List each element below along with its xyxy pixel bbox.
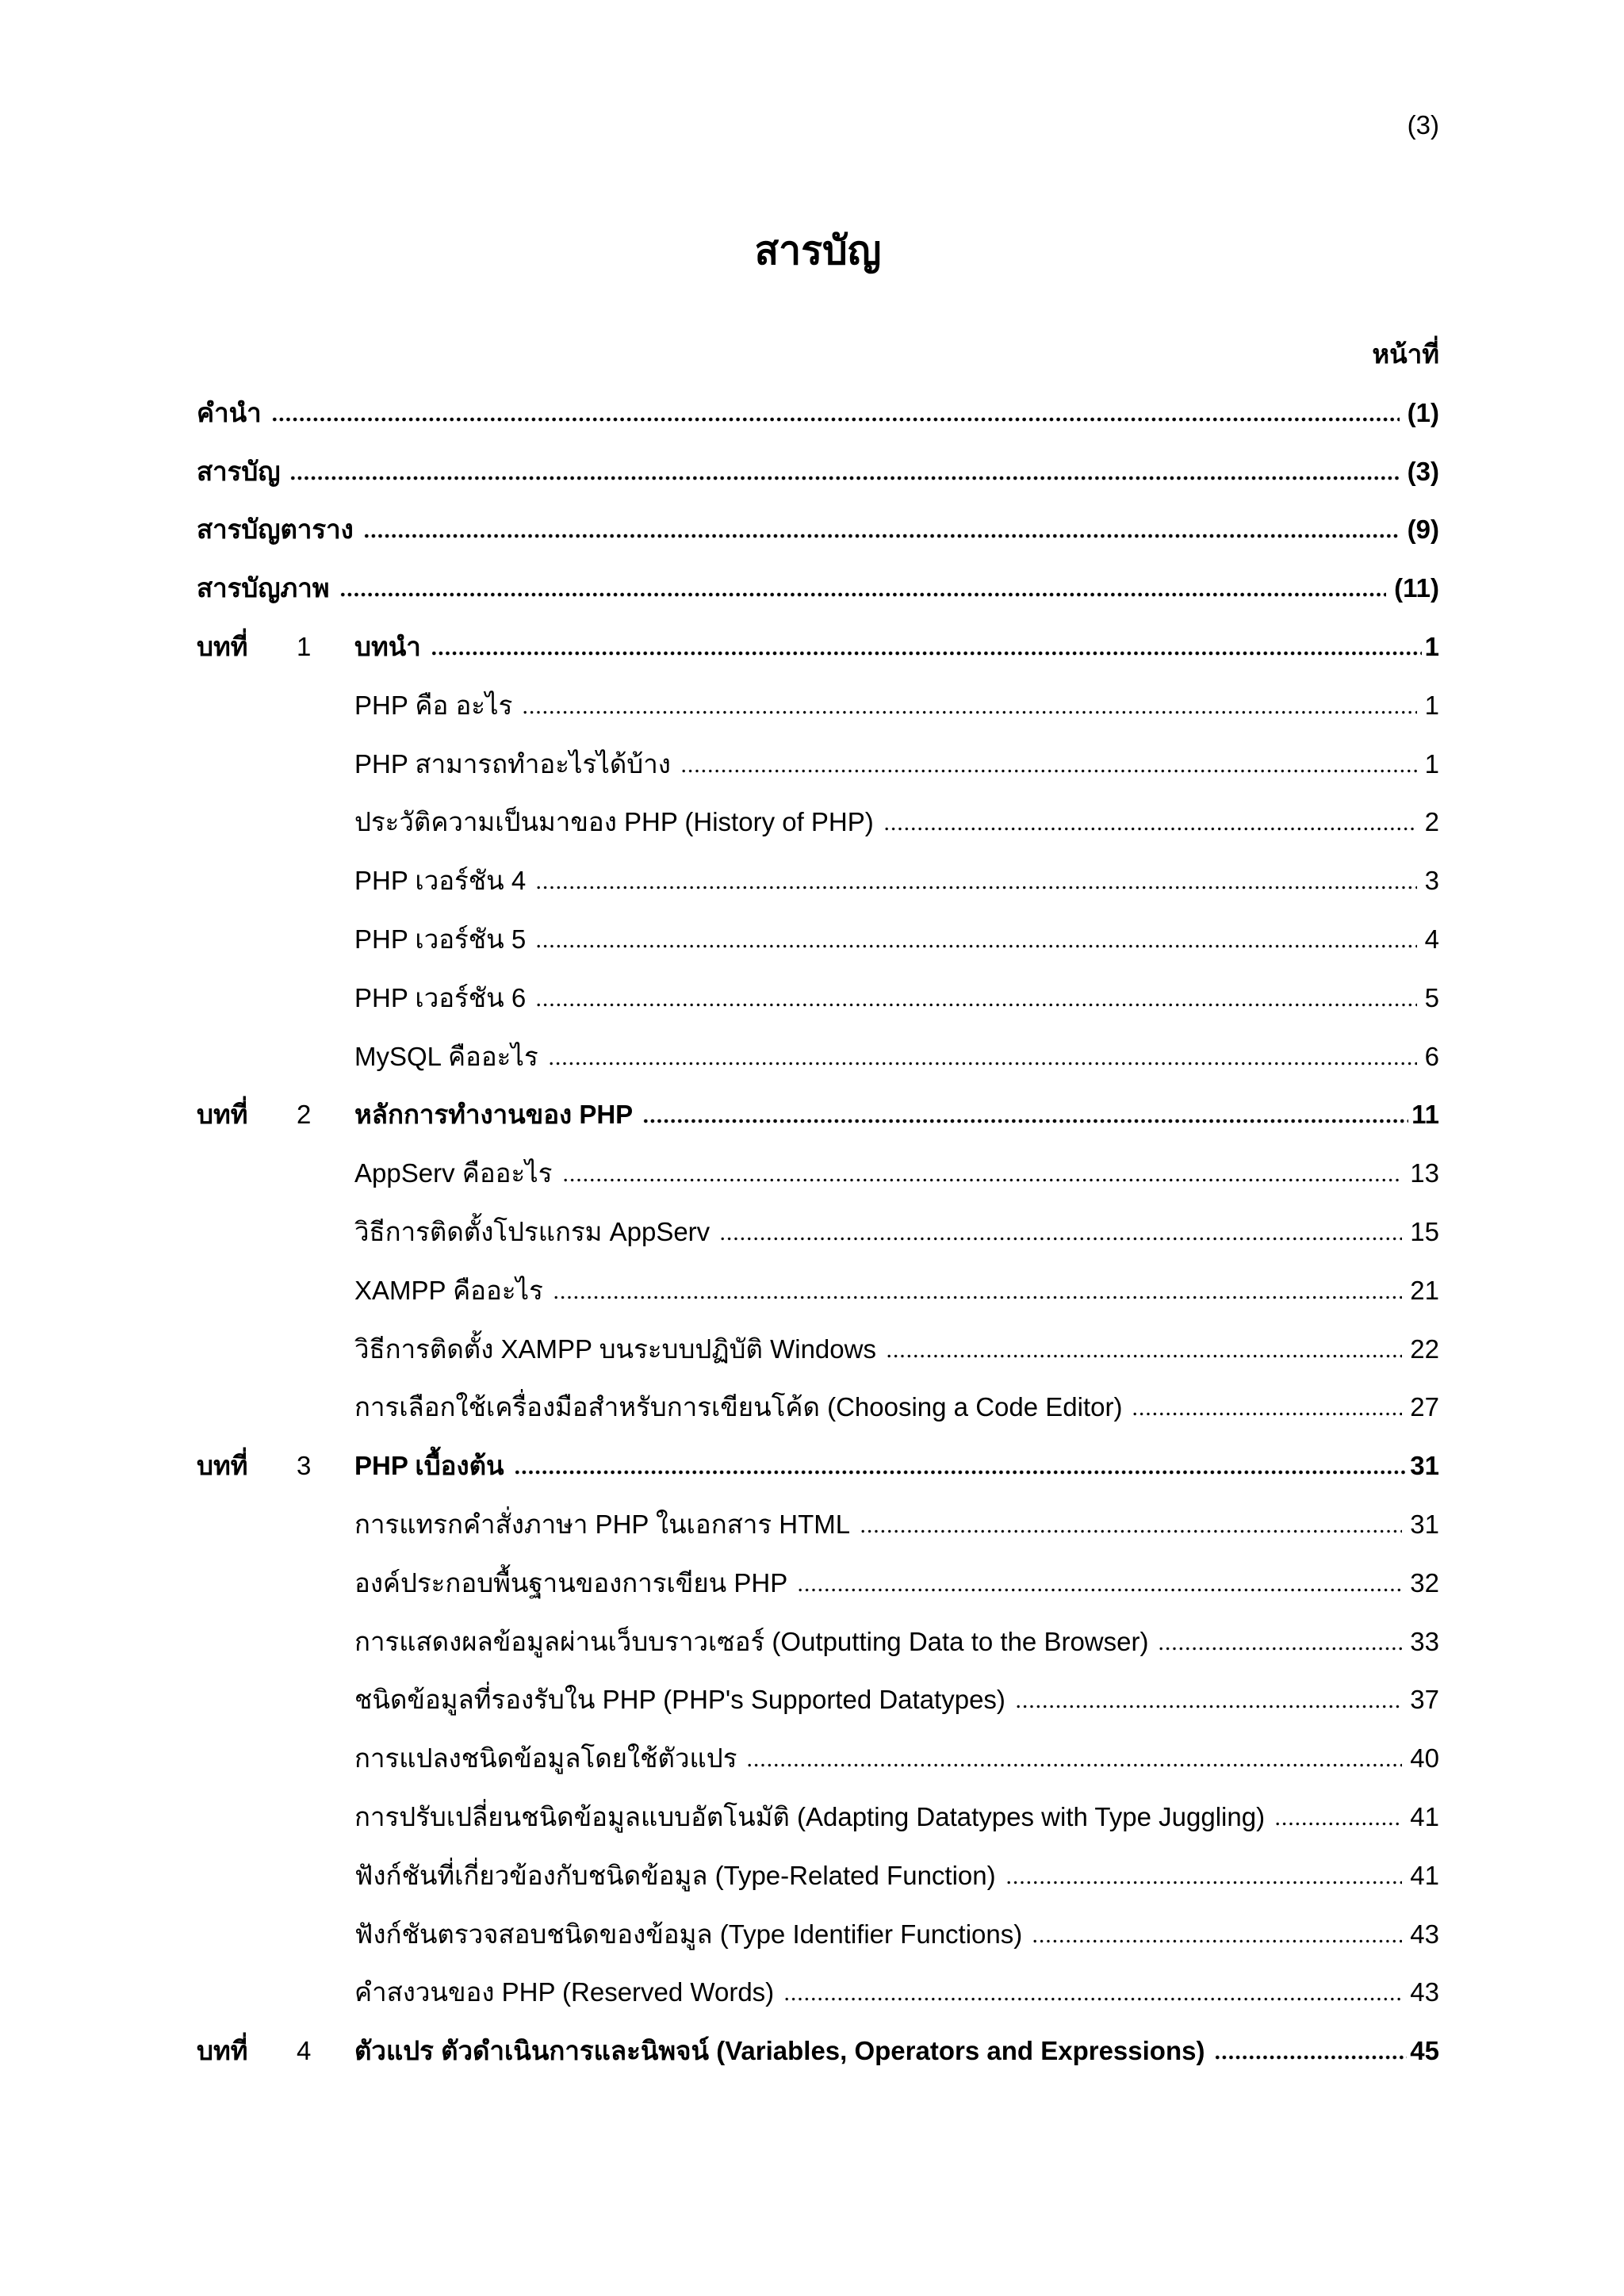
dot-leader — [797, 1588, 1402, 1592]
toc-section — [197, 1788, 1439, 1846]
section-page: 37 — [1410, 1685, 1439, 1715]
toc-section — [197, 910, 1439, 969]
toc-entry-title: สารบัญตาราง — [197, 515, 354, 545]
dot-leader — [535, 944, 1416, 948]
section-page: 13 — [1410, 1158, 1439, 1188]
section-page: 41 — [1410, 1860, 1439, 1890]
dot-leader — [1032, 1939, 1402, 1943]
section-title: ประวัติความเป็นมาของ PHP (History of PHP) — [354, 807, 874, 837]
toc-section — [197, 1495, 1439, 1554]
section-title: PHP สามารถทำอะไรได้บ้าง — [354, 748, 671, 779]
table-of-contents — [197, 325, 1439, 2080]
section-page: 2 — [1424, 807, 1439, 837]
toc-entry — [197, 500, 1439, 559]
dot-leader — [1274, 1822, 1402, 1826]
dot-leader — [883, 827, 1417, 831]
toc-entry — [197, 384, 1439, 442]
section-title: ฟังก์ชันที่เกี่ยวข้องกับชนิดข้อมูล (Type-Related Function) — [354, 1860, 996, 1890]
toc-chapter — [197, 2022, 1439, 2080]
dot-leader — [548, 1062, 1417, 1066]
section-page: 4 — [1424, 924, 1439, 954]
section-page: 3 — [1424, 866, 1439, 896]
section-page: 27 — [1410, 1392, 1439, 1422]
toc-section — [197, 793, 1439, 851]
section-page: 33 — [1410, 1626, 1439, 1656]
dot-leader — [553, 1295, 1402, 1299]
chapter-title: PHP เบื้องต้น — [354, 1451, 504, 1481]
chapter-label: บทที่ — [197, 631, 248, 661]
toc-entry-title: สารบัญ — [197, 456, 281, 486]
chapter-page: 45 — [1410, 2036, 1439, 2066]
dot-leader — [514, 1470, 1408, 1475]
section-page: 1 — [1424, 690, 1439, 720]
dot-leader — [1158, 1647, 1402, 1651]
dot-leader — [363, 534, 1400, 538]
dot-leader — [719, 1237, 1402, 1241]
toc-section — [197, 735, 1439, 794]
dot-leader — [271, 417, 1400, 422]
toc-entry-title: คำนำ — [197, 397, 262, 427]
dot-leader — [289, 476, 1399, 480]
toc-section — [197, 1905, 1439, 1964]
toc-entry-page: (1) — [1407, 397, 1439, 427]
toc-section — [197, 1670, 1439, 1729]
dot-leader — [1005, 1881, 1403, 1885]
dot-leader — [562, 1178, 1403, 1182]
page-title: สารบัญ — [754, 228, 882, 273]
section-page: 40 — [1410, 1743, 1439, 1774]
section-title: การปรับเปลี่ยนชนิดข้อมูลแบบอัตโนมัติ (Adapting Datatypes with Type Juggling) — [354, 1801, 1266, 1831]
dot-leader — [783, 1997, 1402, 2001]
dot-leader — [535, 886, 1416, 890]
section-page: 5 — [1424, 982, 1439, 1012]
dot-leader — [431, 651, 1422, 656]
section-title: PHP คือ อะไร — [354, 690, 513, 720]
section-title: ชนิดข้อมูลที่รองรับใน PHP (PHP's Supported Datatypes) — [354, 1685, 1005, 1715]
chapter-page: 11 — [1411, 1100, 1439, 1130]
toc-chapter — [197, 1437, 1439, 1495]
section-page: 22 — [1410, 1334, 1439, 1364]
section-page: 32 — [1410, 1567, 1439, 1598]
toc-section — [197, 1846, 1439, 1905]
chapter-title: บทนำ — [354, 631, 421, 661]
toc-section — [197, 1261, 1439, 1320]
page-column-header-row — [197, 325, 1439, 384]
section-title: AppServ คืออะไร — [354, 1158, 553, 1188]
dot-leader — [339, 592, 1387, 597]
section-page: 31 — [1410, 1509, 1439, 1539]
section-title: ฟังก์ชันตรวจสอบชนิดของข้อมูล (Type Identifier Functions) — [354, 1919, 1023, 1949]
section-page: 43 — [1410, 1977, 1439, 2007]
toc-section — [197, 1378, 1439, 1437]
dot-leader — [746, 1763, 1402, 1767]
dot-leader — [1132, 1412, 1402, 1416]
dot-leader — [1015, 1705, 1402, 1709]
section-page: 43 — [1410, 1919, 1439, 1949]
section-title: MySQL คืออะไร — [354, 1041, 538, 1071]
section-title: PHP เวอร์ชัน 4 — [354, 866, 527, 896]
toc-chapter — [197, 618, 1439, 676]
toc-section — [197, 1144, 1439, 1203]
section-title: วิธีการติดตั้งโปรแกรม AppServ — [354, 1216, 710, 1246]
section-title: คำสงวนของ PHP (Reserved Words) — [354, 1977, 775, 2007]
section-title: การแทรกคำสั่งภาษา PHP ในเอกสาร HTML — [354, 1509, 851, 1539]
chapter-label: บทที่ — [197, 1100, 248, 1130]
toc-section — [197, 1320, 1439, 1379]
chapter-page: 1 — [1424, 631, 1439, 661]
dot-leader — [860, 1529, 1402, 1533]
toc-entry-title: สารบัญภาพ — [197, 573, 330, 603]
section-title: วิธีการติดตั้ง XAMPP บนระบบปฏิบัติ Windows — [354, 1334, 876, 1364]
dot-leader — [886, 1354, 1402, 1358]
toc-section — [197, 1963, 1439, 2022]
dot-leader — [642, 1119, 1408, 1123]
section-title: PHP เวอร์ชัน 6 — [354, 982, 527, 1012]
chapter-number: 1 — [297, 631, 312, 661]
dot-leader — [522, 710, 1416, 714]
page-number: (3) — [1407, 110, 1439, 140]
chapter-number: 3 — [297, 1451, 312, 1481]
section-title: องค์ประกอบพื้นฐานของการเขียน PHP — [354, 1567, 788, 1598]
toc-section — [197, 1027, 1439, 1086]
dot-leader — [680, 769, 1417, 773]
toc-entry-page: (9) — [1407, 515, 1439, 545]
toc-entry-page: (11) — [1394, 573, 1439, 603]
chapter-page: 31 — [1410, 1451, 1439, 1481]
section-page: 21 — [1410, 1275, 1439, 1305]
section-title: PHP เวอร์ชัน 5 — [354, 924, 527, 954]
section-page: 41 — [1410, 1801, 1439, 1831]
dot-leader — [535, 1003, 1416, 1007]
toc-section — [197, 969, 1439, 1027]
toc-section — [197, 1729, 1439, 1788]
section-title: XAMPP คืออะไร — [354, 1275, 543, 1305]
section-title: การแสดงผลข้อมูลผ่านเว็บบราวเซอร์ (Outputting Data to the Browser) — [354, 1626, 1149, 1656]
toc-section — [197, 851, 1439, 910]
section-title: การเลือกใช้เครื่องมือสำหรับการเขียนโค้ด (Choosing a Code Editor) — [354, 1392, 1123, 1422]
chapter-number: 2 — [297, 1100, 312, 1130]
chapter-title: ตัวแปร ตัวดำเนินการและนิพจน์ (Variables, Operators and Expressions) — [354, 2036, 1205, 2066]
section-page: 6 — [1424, 1041, 1439, 1071]
page-column-header: หน้าที่ — [1372, 339, 1439, 369]
section-page: 1 — [1424, 748, 1439, 779]
toc-entry — [197, 559, 1439, 618]
section-title: การแปลงชนิดข้อมูลโดยใช้ตัวแปร — [354, 1743, 737, 1774]
toc-section — [197, 676, 1439, 735]
section-page: 15 — [1410, 1216, 1439, 1246]
toc-section — [197, 1554, 1439, 1613]
toc-entry-page: (3) — [1407, 456, 1439, 486]
toc-entry — [197, 442, 1439, 501]
toc-section — [197, 1613, 1439, 1671]
chapter-title: หลักการทำงานของ PHP — [354, 1100, 634, 1130]
dot-leader — [1214, 2055, 1407, 2060]
chapter-label: บทที่ — [197, 2036, 248, 2066]
toc-section — [197, 1203, 1439, 1261]
chapter-number: 4 — [297, 2036, 312, 2066]
chapter-label: บทที่ — [197, 1451, 248, 1481]
toc-chapter — [197, 1085, 1439, 1144]
